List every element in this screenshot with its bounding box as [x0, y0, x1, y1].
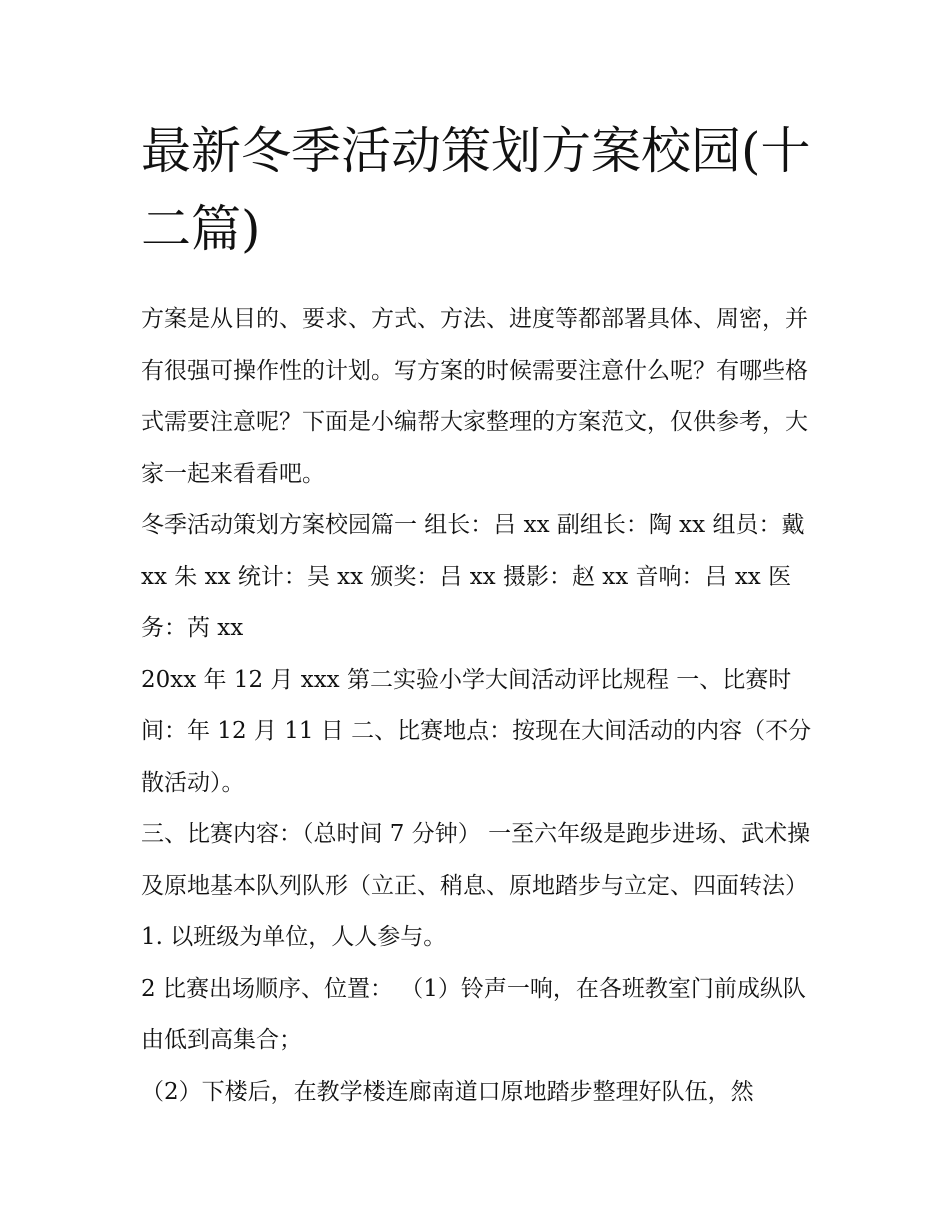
paragraph-step-2: （2）下楼后，在教学楼连廊南道口原地踏步整理好队伍，然	[141, 1078, 754, 1105]
paragraph-intro: 方案是从目的、要求、方式、方法、进度等都部署具体、周密，并有很强可操作性的计划。写方案的时候需要注意什么呢？有哪些格式需要注意呢？下面是小编帮大家整理的方案范文，仅供参考，大家一起来看看吧。	[141, 306, 808, 487]
paragraph-schedule: 20xx 年 12 月 xxx 第二实验小学大间活动评比规程 一、比赛时间：年 12 月 11 日 二、比赛地点：按现在大间活动的内容（不分散活动）。	[141, 666, 812, 796]
paragraph-staff-list: 冬季活动策划方案校园篇一 组长：吕 xx 副组长：陶 xx 组员：戴 xx 朱 xx 统计：吴 xx 颁奖：吕 xx 摄影：赵 xx 音响：吕 xx 医务：芮 xx	[141, 512, 805, 641]
paragraph-content: 三、比赛内容：（总时间 7 分钟） 一至六年级是跑步进场、武术操及原地基本队列队形（立正、稍息、原地踏步与立定、四面转法） 1. 以班级为单位，人人参与。	[141, 821, 811, 950]
document-body	[141, 112, 813, 1118]
paragraph-order: 2 比赛出场顺序、位置： （1）铃声一响，在各班教室门前成纵队由低到高集合；	[141, 975, 806, 1053]
document-title: 最新冬季活动策划方案校园(十二篇)	[141, 122, 811, 258]
